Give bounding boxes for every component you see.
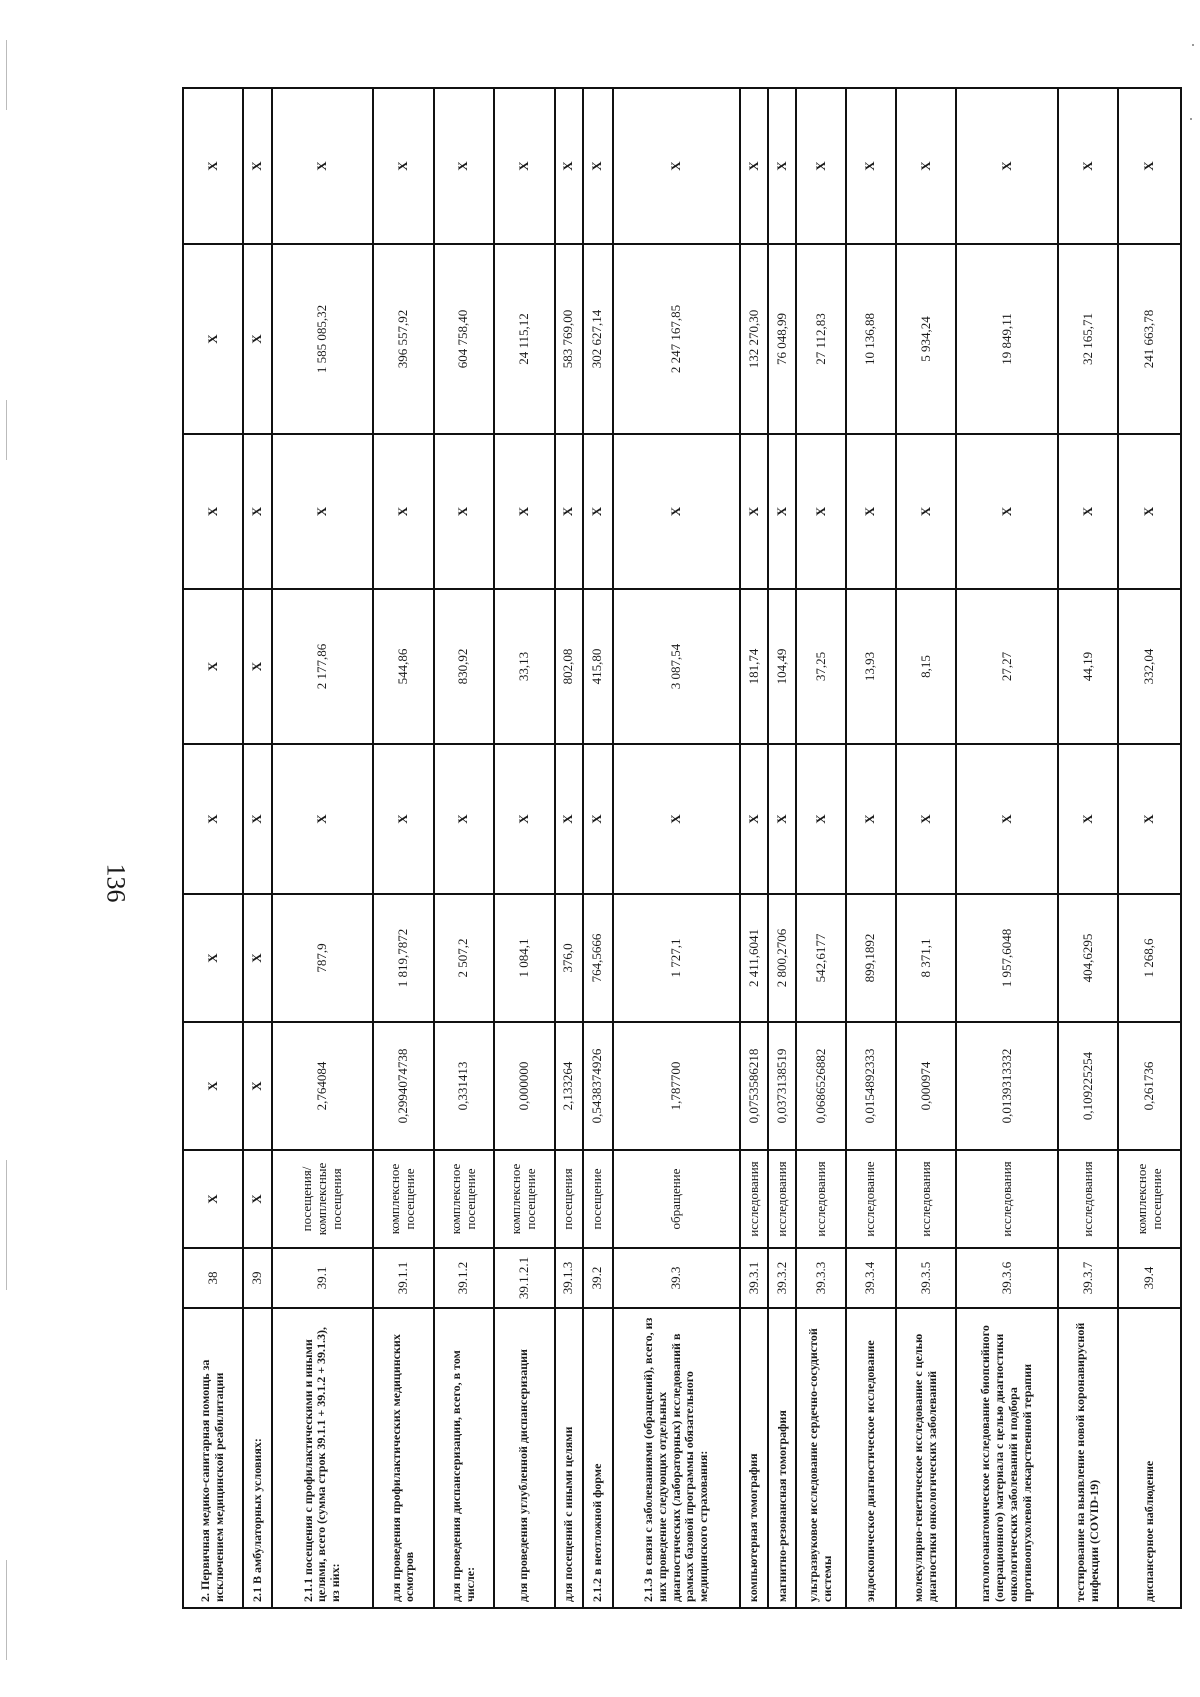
col-10-cell: X (846, 88, 896, 244)
row-number-cell: 39.3.3 (796, 1248, 846, 1308)
total-cost-cell: 241 663,78 (1118, 244, 1181, 434)
col-8-cell: X (956, 434, 1058, 589)
col-8-cell: X (796, 434, 846, 589)
unit-of-measure-cell: исследования (768, 1150, 796, 1248)
row-name-cell: диспансерное наблюдение (1118, 1308, 1181, 1608)
row-number-cell: 39.3.1 (740, 1248, 768, 1308)
per-capita-cost-cell: 8,15 (896, 589, 956, 744)
total-cost-cell: 5 934,24 (896, 244, 956, 434)
col-6-cell: X (740, 744, 768, 894)
per-capita-cost-cell: 830,92 (434, 589, 494, 744)
row-number-cell: 39.3.7 (1058, 1248, 1118, 1308)
col-10-cell: X (555, 88, 583, 244)
table-row (373, 88, 433, 1608)
row-number-cell: 39.3.5 (896, 1248, 956, 1308)
col-10-cell: X (768, 88, 796, 244)
col-6-cell: X (183, 744, 243, 894)
unit-of-measure-cell: комплексное посещение (373, 1150, 433, 1248)
total-cost-cell: 24 115,12 (494, 244, 554, 434)
unit-of-measure-cell: исследования (740, 1150, 768, 1248)
table-row (183, 88, 243, 1608)
total-cost-cell: 396 557,92 (373, 244, 433, 434)
row-name-cell: патологоанатомическое исследование биопсийного (операционного) материала с целью диагностики онкологических заболеваний и подбора противоопухолевой лекарственной терапии (956, 1308, 1058, 1608)
row-name-cell: 2.1 В амбулаторных условиях: (243, 1308, 271, 1608)
col-6-cell: X (613, 744, 740, 894)
scan-edge-mark (6, 1560, 7, 1660)
total-cost-cell: X (183, 244, 243, 434)
cost-per-unit-cell: 376,0 (555, 894, 583, 1022)
col-10-cell: X (740, 88, 768, 244)
cost-per-unit-cell: X (243, 894, 271, 1022)
unit-of-measure-cell: комплексное посещение (434, 1150, 494, 1248)
col-8-cell: X (896, 434, 956, 589)
cost-per-unit-cell: 764,5666 (583, 894, 613, 1022)
scan-edge-mark (6, 40, 7, 110)
total-cost-cell: 132 270,30 (740, 244, 768, 434)
per-capita-cost-cell: 33,13 (494, 589, 554, 744)
col-8-cell: X (1118, 434, 1181, 589)
table-row (555, 88, 583, 1608)
col-8-cell: X (846, 434, 896, 589)
per-capita-cost-cell: 3 087,54 (613, 589, 740, 744)
col-8-cell: X (272, 434, 374, 589)
volume-norm-cell: 0,0686526882 (796, 1022, 846, 1150)
col-8-cell: X (183, 434, 243, 589)
col-10-cell: X (373, 88, 433, 244)
per-capita-cost-cell: 181,74 (740, 589, 768, 744)
row-name-cell: 2.1.1 посещения с профилактическими и иными целями, всего (сумма строк 39.1.1 + 39.1.2 + 39.1.3), из них: (272, 1308, 374, 1608)
cost-per-unit-cell: 542,6177 (796, 894, 846, 1022)
table-row (846, 88, 896, 1608)
col-6-cell: X (373, 744, 433, 894)
cost-per-unit-cell: 2 411,6041 (740, 894, 768, 1022)
per-capita-cost-cell: 544,86 (373, 589, 433, 744)
col-6-cell: X (243, 744, 271, 894)
total-cost-cell: 1 585 085,32 (272, 244, 374, 434)
row-number-cell: 39.2 (583, 1248, 613, 1308)
cost-per-unit-cell: 2 800,2706 (768, 894, 796, 1022)
cost-per-unit-cell: 404,6295 (1058, 894, 1118, 1022)
col-8-cell: X (373, 434, 433, 589)
total-cost-cell: 32 165,71 (1058, 244, 1118, 434)
row-name-cell: тестирование на выявление новой коронавирусной инфекции (COVID-19) (1058, 1308, 1118, 1608)
row-name-cell: компьютерная томография (740, 1308, 768, 1608)
unit-of-measure-cell: посещения/ комплексные посещения (272, 1150, 374, 1248)
col-6-cell: X (1058, 744, 1118, 894)
unit-of-measure-cell: комплексное посещение (1118, 1150, 1181, 1248)
financing-table (182, 87, 1182, 1609)
scan-speck (1192, 44, 1194, 46)
col-6-cell: X (768, 744, 796, 894)
volume-norm-cell: 0,261736 (1118, 1022, 1181, 1150)
total-cost-cell: 19 849,11 (956, 244, 1058, 434)
volume-norm-cell: X (243, 1022, 271, 1150)
scan-speck (1190, 118, 1192, 120)
table-row (896, 88, 956, 1608)
per-capita-cost-cell: 802,08 (555, 589, 583, 744)
volume-norm-cell: 0,2994074738 (373, 1022, 433, 1150)
col-10-cell: X (896, 88, 956, 244)
cost-per-unit-cell: 1 084,1 (494, 894, 554, 1022)
per-capita-cost-cell: 104,49 (768, 589, 796, 744)
cost-per-unit-cell: 1 819,7872 (373, 894, 433, 1022)
cost-per-unit-cell: 2 507,2 (434, 894, 494, 1022)
scan-edge-mark (6, 1160, 7, 1290)
row-name-cell: магнитно-резонансная томография (768, 1308, 796, 1608)
unit-of-measure-cell: исследования (896, 1150, 956, 1248)
row-name-cell: молекулярно-генетическое исследование с целью диагностики онкологических заболеваний (896, 1308, 956, 1608)
row-name-cell: 2.1.3 в связи с заболеваниями (обращений), всего, из них проведение следующих отдельных диагностических (лабораторных) исследований в рамках базовой программы обязательного медицинского страхования: (613, 1308, 740, 1608)
cost-per-unit-cell: 787,9 (272, 894, 374, 1022)
unit-of-measure-cell: X (243, 1150, 271, 1248)
row-number-cell: 38 (183, 1248, 243, 1308)
cost-per-unit-cell: 1 727,1 (613, 894, 740, 1022)
per-capita-cost-cell: 332,04 (1118, 589, 1181, 744)
total-cost-cell: 10 136,88 (846, 244, 896, 434)
col-10-cell: X (583, 88, 613, 244)
col-6-cell: X (846, 744, 896, 894)
rotated-table-container (182, 89, 1182, 1609)
table-row (796, 88, 846, 1608)
row-number-cell: 39.3 (613, 1248, 740, 1308)
table-row (956, 88, 1058, 1608)
table-row (768, 88, 796, 1608)
col-10-cell: X (613, 88, 740, 244)
volume-norm-cell: 0,0373138519 (768, 1022, 796, 1150)
table-row (613, 88, 740, 1608)
row-name-cell: для посещений с иными целями (555, 1308, 583, 1608)
total-cost-cell: 583 769,00 (555, 244, 583, 434)
row-number-cell: 39 (243, 1248, 271, 1308)
col-6-cell: X (434, 744, 494, 894)
cost-per-unit-cell: 899,1892 (846, 894, 896, 1022)
per-capita-cost-cell: 27,27 (956, 589, 1058, 744)
col-10-cell: X (1058, 88, 1118, 244)
unit-of-measure-cell: комплексное посещение (494, 1150, 554, 1248)
col-6-cell: X (896, 744, 956, 894)
row-name-cell: эндоскопическое диагностическое исследование (846, 1308, 896, 1608)
unit-of-measure-cell: посещение (583, 1150, 613, 1248)
page-number: 136 (101, 863, 131, 903)
cost-per-unit-cell: 8 371,1 (896, 894, 956, 1022)
row-name-cell: для проведения углубленной диспансеризации (494, 1308, 554, 1608)
per-capita-cost-cell: X (243, 589, 271, 744)
volume-norm-cell: 0,331413 (434, 1022, 494, 1150)
row-name-cell: для проведения профилактических медицинских осмотров (373, 1308, 433, 1608)
table-row (434, 88, 494, 1608)
volume-norm-cell: 0,000000 (494, 1022, 554, 1150)
unit-of-measure-cell: обращение (613, 1150, 740, 1248)
col-8-cell: X (494, 434, 554, 589)
unit-of-measure-cell: X (183, 1150, 243, 1248)
table-row (1058, 88, 1118, 1608)
col-8-cell: X (768, 434, 796, 589)
row-number-cell: 39.1.2.1 (494, 1248, 554, 1308)
col-6-cell: X (1118, 744, 1181, 894)
col-8-cell: X (740, 434, 768, 589)
volume-norm-cell: 0,0154892333 (846, 1022, 896, 1150)
total-cost-cell: X (243, 244, 271, 434)
per-capita-cost-cell: 44,19 (1058, 589, 1118, 744)
unit-of-measure-cell: исследования (796, 1150, 846, 1248)
row-number-cell: 39.1 (272, 1248, 374, 1308)
volume-norm-cell: 0,0753586218 (740, 1022, 768, 1150)
col-10-cell: X (183, 88, 243, 244)
cost-per-unit-cell: X (183, 894, 243, 1022)
volume-norm-cell: X (183, 1022, 243, 1150)
col-10-cell: X (272, 88, 374, 244)
row-number-cell: 39.1.2 (434, 1248, 494, 1308)
scan-edge-mark (6, 400, 7, 460)
row-name-cell: для проведения диспансеризации, всего, в том числе: (434, 1308, 494, 1608)
row-number-cell: 39.3.2 (768, 1248, 796, 1308)
col-6-cell: X (583, 744, 613, 894)
col-8-cell: X (434, 434, 494, 589)
volume-norm-cell: 2,764084 (272, 1022, 374, 1150)
unit-of-measure-cell: исследования (956, 1150, 1058, 1248)
col-8-cell: X (243, 434, 271, 589)
col-10-cell: X (1118, 88, 1181, 244)
row-number-cell: 39.3.6 (956, 1248, 1058, 1308)
cost-per-unit-cell: 1 268,6 (1118, 894, 1181, 1022)
volume-norm-cell: 0,109225254 (1058, 1022, 1118, 1150)
volume-norm-cell: 0,000974 (896, 1022, 956, 1150)
table-row (494, 88, 554, 1608)
total-cost-cell: 76 048,99 (768, 244, 796, 434)
per-capita-cost-cell: 13,93 (846, 589, 896, 744)
table-row (583, 88, 613, 1608)
per-capita-cost-cell: 415,80 (583, 589, 613, 744)
total-cost-cell: 27 112,83 (796, 244, 846, 434)
table-body (183, 88, 1181, 1608)
col-10-cell: X (243, 88, 271, 244)
col-10-cell: X (434, 88, 494, 244)
col-10-cell: X (956, 88, 1058, 244)
table-row (243, 88, 271, 1608)
row-name-cell: 2. Первичная медико-санитарная помощь за исключением медицинской реабилитации (183, 1308, 243, 1608)
total-cost-cell: 302 627,14 (583, 244, 613, 434)
col-6-cell: X (272, 744, 374, 894)
col-10-cell: X (796, 88, 846, 244)
table-row (272, 88, 374, 1608)
col-8-cell: X (555, 434, 583, 589)
volume-norm-cell: 1,787700 (613, 1022, 740, 1150)
per-capita-cost-cell: 37,25 (796, 589, 846, 744)
row-name-cell: 2.1.2 в неотложной форме (583, 1308, 613, 1608)
volume-norm-cell: 0,5438374926 (583, 1022, 613, 1150)
row-number-cell: 39.4 (1118, 1248, 1181, 1308)
col-8-cell: X (583, 434, 613, 589)
cost-per-unit-cell: 1 957,6048 (956, 894, 1058, 1022)
col-8-cell: X (613, 434, 740, 589)
unit-of-measure-cell: исследование (846, 1150, 896, 1248)
per-capita-cost-cell: X (183, 589, 243, 744)
table-row (1118, 88, 1181, 1608)
row-number-cell: 39.1.3 (555, 1248, 583, 1308)
total-cost-cell: 604 758,40 (434, 244, 494, 434)
col-6-cell: X (956, 744, 1058, 894)
row-number-cell: 39.3.4 (846, 1248, 896, 1308)
total-cost-cell: 2 247 167,85 (613, 244, 740, 434)
col-6-cell: X (796, 744, 846, 894)
col-6-cell: X (494, 744, 554, 894)
volume-norm-cell: 2,133264 (555, 1022, 583, 1150)
col-6-cell: X (555, 744, 583, 894)
row-number-cell: 39.1.1 (373, 1248, 433, 1308)
col-10-cell: X (494, 88, 554, 244)
table-row (740, 88, 768, 1608)
per-capita-cost-cell: 2 177,86 (272, 589, 374, 744)
col-8-cell: X (1058, 434, 1118, 589)
row-name-cell: ультразвуковое исследование сердечно-сосудистой системы (796, 1308, 846, 1608)
volume-norm-cell: 0,0139313332 (956, 1022, 1058, 1150)
unit-of-measure-cell: посещения (555, 1150, 583, 1248)
unit-of-measure-cell: исследования (1058, 1150, 1118, 1248)
